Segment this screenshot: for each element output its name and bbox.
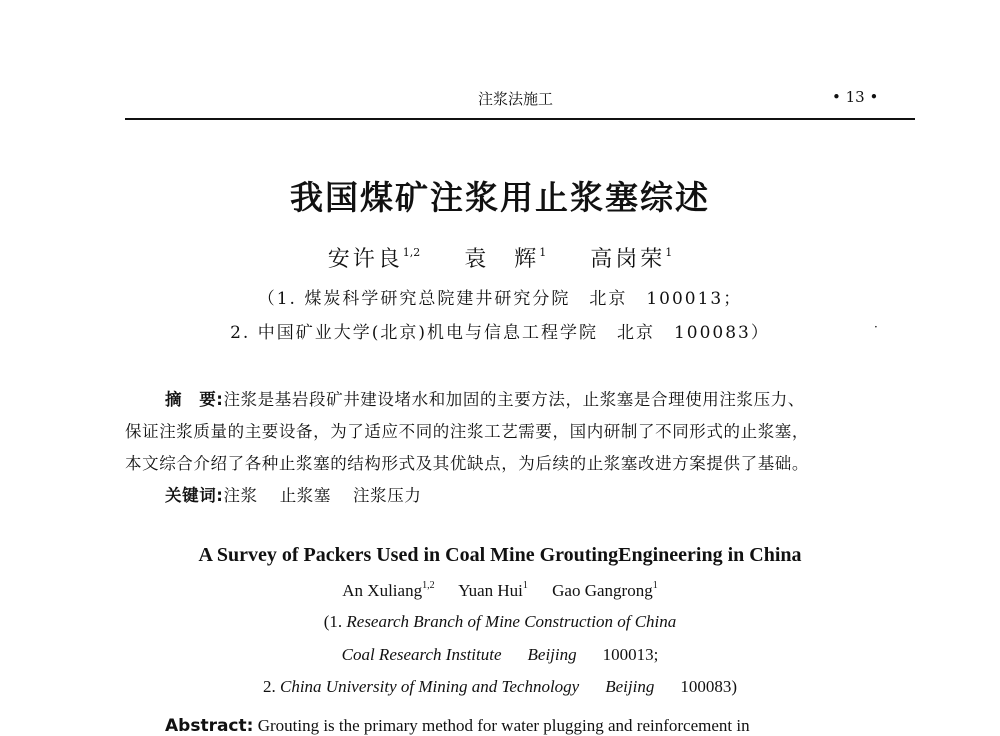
affiliation-en-3-name: China University of Mining and Technology	[280, 677, 580, 696]
author-affiliation-marker: 1,2	[422, 580, 435, 591]
author-name: 安许良	[327, 247, 403, 272]
affiliation-en-2	[0, 645, 1000, 665]
abstract-en-text: Grouting is the primary method for water plugging and reinforcement in	[257, 716, 750, 735]
paper-title-cn: 我国煤矿注浆用止浆塞综述	[290, 178, 710, 217]
authors-en	[0, 580, 1000, 601]
abstract-cn-line-3: 本文综合介绍了各种止浆塞的结构形式及其优缺点，为后续的止浆塞改进方案提供了基础。	[125, 454, 809, 473]
abstract-en-label: Abstract:	[165, 716, 254, 736]
author-name: An Xuliang	[342, 581, 423, 600]
author-affiliation-marker: 1	[522, 580, 528, 591]
page-number: • 13 •	[832, 88, 879, 106]
keywords-cn-label: 关键词:	[165, 486, 224, 505]
affiliation-en-3-city: Beijing	[605, 677, 655, 696]
keyword: 止浆塞	[279, 486, 332, 505]
affiliation-en-3-code: 100083)	[680, 677, 737, 696]
affiliation-en-3-prefix: 2.	[263, 677, 280, 696]
author-affiliation-marker: 1	[652, 580, 658, 591]
keyword: 注浆压力	[353, 486, 422, 505]
author-name: 袁 辉	[464, 247, 540, 272]
author-affiliation-marker: 1,2	[402, 246, 421, 259]
author-name: Gao Gangrong	[552, 581, 653, 600]
affiliation-en-2-code: 100013;	[602, 645, 659, 664]
affiliation-en-2-name: Coal Research Institute	[341, 645, 502, 664]
header-rule	[125, 118, 915, 120]
abstract-cn-line-2: 保证注浆质量的主要设备，为了适应不同的注浆工艺需要，国内研制了不同形式的止浆塞，	[125, 422, 809, 441]
keywords-cn	[165, 482, 421, 506]
affiliation-en-3	[0, 677, 1000, 697]
paper-title-en: A Survey of Packers Used in Coal Mine GroutingEngineering in China	[198, 544, 802, 566]
running-title: 注浆法施工	[478, 90, 554, 108]
author-name: Yuan Hui	[458, 581, 523, 600]
abstract-cn-line-1	[125, 386, 915, 410]
author-name: 高岗荣	[590, 247, 666, 272]
abstract-cn-label: 摘 要:	[165, 390, 224, 409]
abstract-cn-text: 注浆是基岩段矿井建设堵水和加固的主要方法，止浆塞是合理使用注浆压力、	[223, 390, 805, 409]
affiliation-en-1-name: Research Branch of Mine Construction of China	[346, 612, 677, 631]
abstract-en	[165, 716, 750, 736]
author-affiliation-marker: 1	[665, 246, 673, 259]
authors-cn	[0, 242, 1000, 273]
affiliation-cn-1: （1. 煤炭科学研究总院建井研究分院 北京 100013；	[257, 289, 743, 309]
author-affiliation-marker: 1	[539, 246, 547, 259]
affiliation-cn-2: 2. 中国矿业大学(北京)机电与信息工程学院 北京 100083）	[230, 323, 770, 343]
stray-dot: ·	[874, 320, 878, 334]
affiliation-en-1	[0, 612, 1000, 632]
keyword: 注浆	[223, 486, 258, 505]
affiliation-en-2-city: Beijing	[527, 645, 577, 664]
affiliation-en-1-prefix: (1.	[323, 612, 347, 631]
